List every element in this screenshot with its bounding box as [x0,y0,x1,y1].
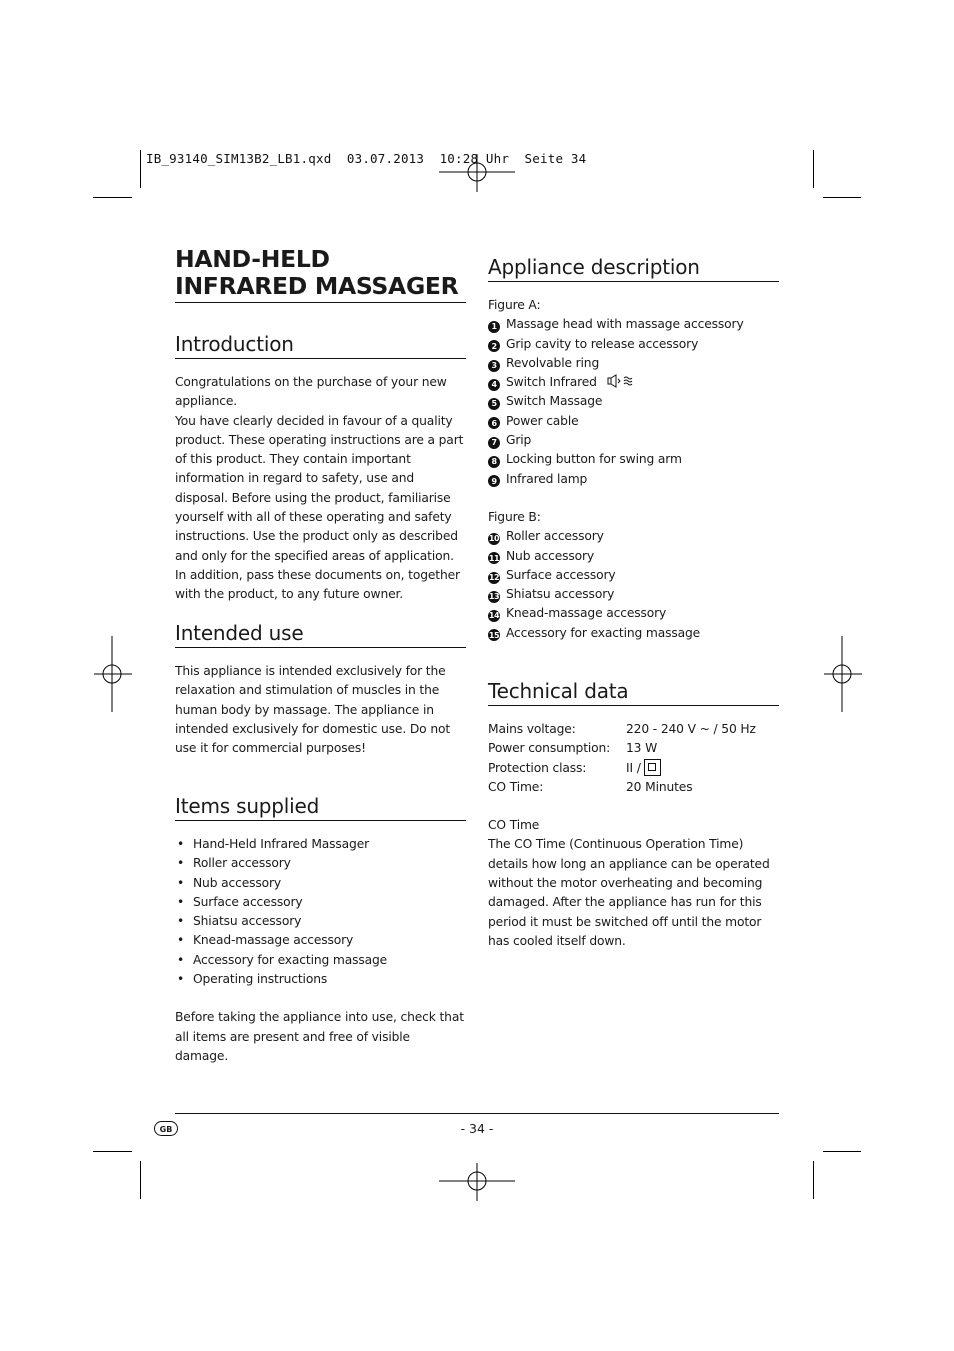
intro-paragraph: Congratulations on the purchase of your new appliance. [175,375,447,409]
table-row: Power consumption: 13 W [488,741,658,756]
list-item: 5 Switch Massage [488,392,779,411]
figure-a-list [488,315,779,489]
list-item: 7 Grip [488,431,779,450]
number-badge: 3 [488,360,500,372]
section-heading: Items supplied [175,794,466,821]
crop-mark [140,1161,141,1199]
list-item: 15 Accessory for exacting massage [488,625,701,640]
protection-class-icon [644,759,661,776]
figure-b-list [488,527,779,643]
list-item: 12 Surface accessory [488,567,616,582]
tech-table [488,720,779,797]
section-heading: Appliance description [488,255,779,282]
list-item: • Roller accessory [177,856,291,871]
list-item: 10 Roller accessory [488,529,604,544]
co-time-heading: CO Time [488,818,540,833]
list-item: • Accessory for exacting massage [177,952,388,967]
registration-mark-icon [804,636,880,712]
crop-mark [93,197,132,198]
number-badge: 9 [488,475,500,487]
table-row: Mains voltage: 220 - 240 V ~ / 50 Hz [488,722,756,736]
crop-mark [93,1151,132,1152]
list-item: 4 Switch Infrared [488,373,779,392]
number-badge: 6 [488,417,500,429]
list-item: • Shiatsu accessory [177,914,302,929]
number-badge: 14 [488,611,500,621]
items-list [175,835,466,989]
list-item: 6 Power cable [488,412,779,431]
list-item: 11 Nub accessory [488,548,595,563]
number-badge: 1 [488,321,500,333]
number-badge: 12 [488,572,500,582]
crop-mark [813,1161,814,1199]
figure-a-label: Figure A: [488,298,541,312]
list-item: • Operating instructions [177,972,328,987]
registration-mark-icon [439,1143,515,1219]
list-item: • Surface accessory [177,894,303,909]
registration-mark-icon [74,636,150,712]
section-heading: Introduction [175,332,466,359]
list-item: 2 Grip cavity to release accessory [488,335,779,354]
number-badge: 2 [488,340,500,352]
title-block [175,246,466,303]
crop-mark [823,197,861,198]
page-number: - 34 - [460,1121,494,1136]
infrared-icon [607,374,637,388]
intended-use-paragraph: This appliance is intended exclusively for the relaxation and stimulation of muscles in the human body by massage. The appliance in intended exclusively for domestic use. Do not use it for commercial purposes! [175,664,451,756]
introduction-section [175,332,466,605]
intended-use-section [175,621,466,758]
list-item: • Hand-Held Infrared Massager [177,837,370,851]
list-item: 13 Shiatsu accessory [488,587,615,602]
number-badge: 5 [488,398,500,410]
list-item: 9 Infrared lamp [488,470,779,489]
items-supplied-section [175,794,466,1066]
number-badge: 8 [488,456,500,468]
table-row: Protection class: II / [488,759,779,778]
items-note: Before taking the appliance into use, check that all items are present and free of visible damage. [175,1010,464,1063]
list-item: 8 Locking button for swing arm [488,450,779,469]
number-badge: 15 [488,630,500,640]
registration-mark-icon [439,134,515,210]
section-heading: Intended use [175,621,466,648]
section-heading: Technical data [488,679,779,706]
number-badge: 10 [488,534,500,544]
crop-mark [823,1151,861,1152]
figure-b-label: Figure B: [488,509,541,524]
appliance-description-section [488,255,779,643]
co-time-paragraph: The CO Time (Continuous Operation Time) details how long an appliance can be operated without the motor overheating and becoming damaged. After the appliance has run for this period it must be switched off until the motor has cooled itself down. [488,837,770,948]
number-badge: 7 [488,437,500,449]
list-item: • Knead-massage accessory [177,933,354,948]
intro-paragraph: You have clearly decided in favour of a quality product. These operating instructions are a part of this product. They contain important information in regard to safety, use and disposal. Before using the product, familiarise yourself with all of these operating and safety instructions. Use the product only as described and only for the specified areas of application. In addition, pass these documents on, together with the product, to any future owner. [175,413,464,602]
footer-divider [175,1113,779,1114]
list-item: • Nub accessory [177,875,282,890]
crop-mark [813,150,814,188]
technical-data-section [488,679,779,951]
number-badge: 11 [488,553,500,563]
page-title: HAND-HELD INFRARED MASSAGER [175,246,466,303]
crop-mark [140,150,141,188]
list-item: 14 Knead-massage accessory [488,606,667,621]
list-item: 3 Revolvable ring [488,354,779,373]
language-badge: GB [154,1121,178,1136]
print-slug: IB_93140_SIM13B2_LB1.qxd 03.07.2013 10:28 Uhr Seite 34 [146,151,587,166]
number-badge: 4 [488,379,500,391]
table-row: CO Time: 20 Minutes [488,779,693,794]
list-item: 1 Massage head with massage accessory [488,315,779,334]
number-badge: 13 [488,592,500,602]
